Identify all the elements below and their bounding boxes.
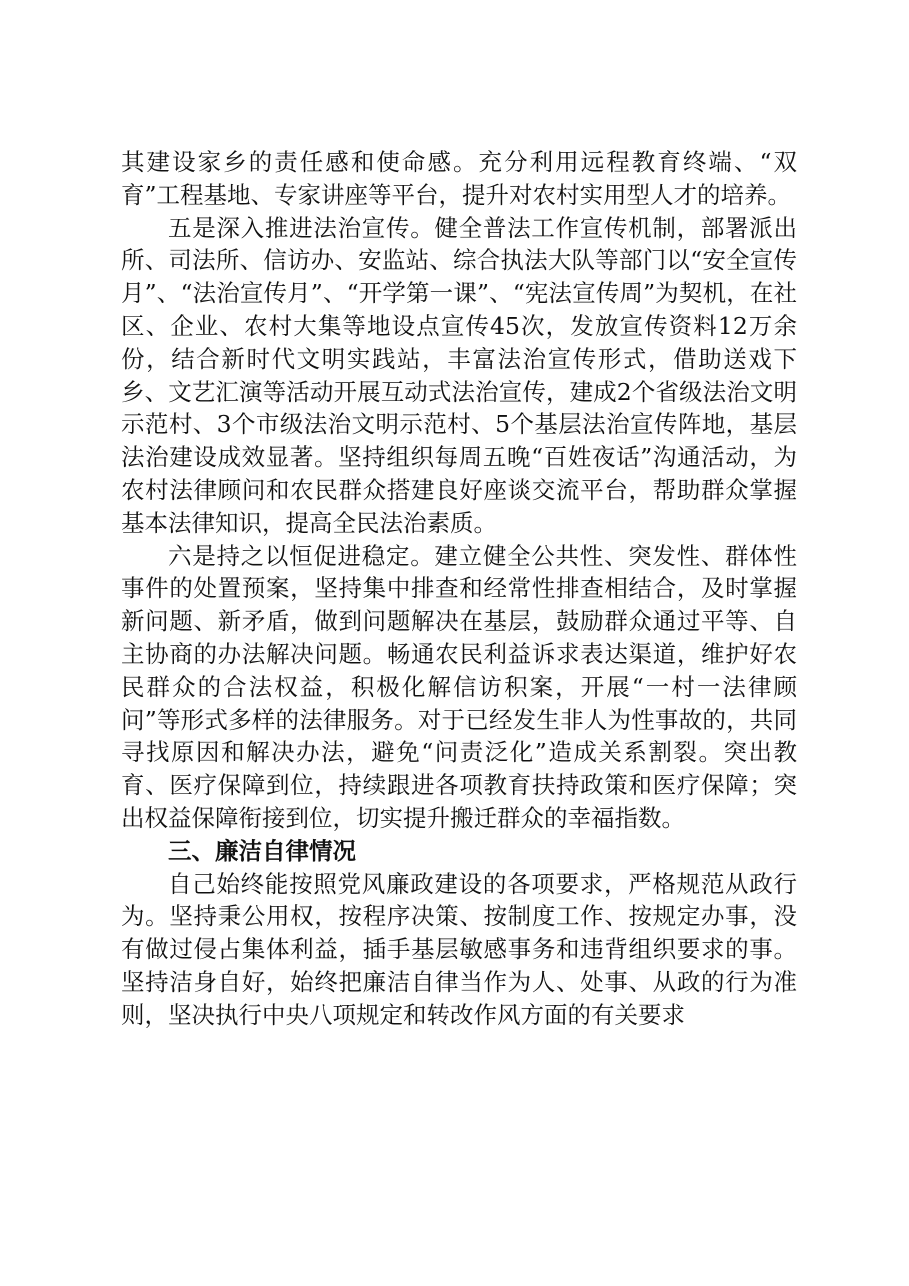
paragraph-continuation: 其建设家乡的责任感和使命感。充分利用远程教育终端、“双育”工程基地、专家讲座等平台，提升对农村实用型人才的培养。 bbox=[121, 148, 797, 209]
paragraph-stability: 六是持之以恒促进稳定。建立健全公共性、突发性、群体性事件的处置预案，坚持集中排查和经常性排查相结合，及时掌握新问题、新矛盾，做到问题解决在基层，鼓励群众通过平等、自主协商的办法解决问题。畅通农民利益诉求表达渠道，维护好农民群众的合法权益，积极化解信访积案，开展“一村一法律顾问”等形式多样的法律服务。对于已经发生非人为性事故的，共同寻找原因和解决办法，避免“问责泛化”造成关系割裂。突出教育、医疗保障到位，持续跟进各项教育扶持政策和医疗保障；突出权益保障衔接到位，切实提升搬迁群众的幸福指数。 bbox=[121, 541, 797, 832]
section-heading-integrity: 三、廉洁自律情况 bbox=[168, 836, 356, 865]
paragraph-integrity: 自己始终能按照党风廉政建设的各项要求，严格规范从政行为。坚持秉公用权，按程序决策、按制度工作、按规定办事，没有做过侵占集体利益，插手基层敏感事务和违背组织要求的事。坚持洁身自好，始终把廉洁自律当作为人、处事、从政的行为准则，坚决执行中央八项规定和转改作风方面的有关要求 bbox=[121, 869, 797, 1029]
paragraph-legal-publicity: 五是深入推进法治宣传。健全普法工作宣传机制，部署派出所、司法所、信访办、安监站、综合执法大队等部门以“安全宣传月”、“法治宣传月”、“开学第一课”、“宪法宣传周”为契机，在社区、企业、农村大集等地设点宣传45次，发放宣传资料12万余份，结合新时代文明实践站，丰富法治宣传形式，借助送戏下乡、文艺汇演等活动开展互动式法治宣传，建成2个省级法治文明示范村、3个市级法治文明示范村、5个基层法治宣传阵地，基层法治建设成效显著。坚持组织每周五晚“百姓夜话”沟通活动，为农村法律顾问和农民群众搭建良好座谈交流平台，帮助群众掌握基本法律知识，提高全民法治素质。 bbox=[121, 213, 797, 537]
document-body bbox=[121, 146, 797, 1032]
